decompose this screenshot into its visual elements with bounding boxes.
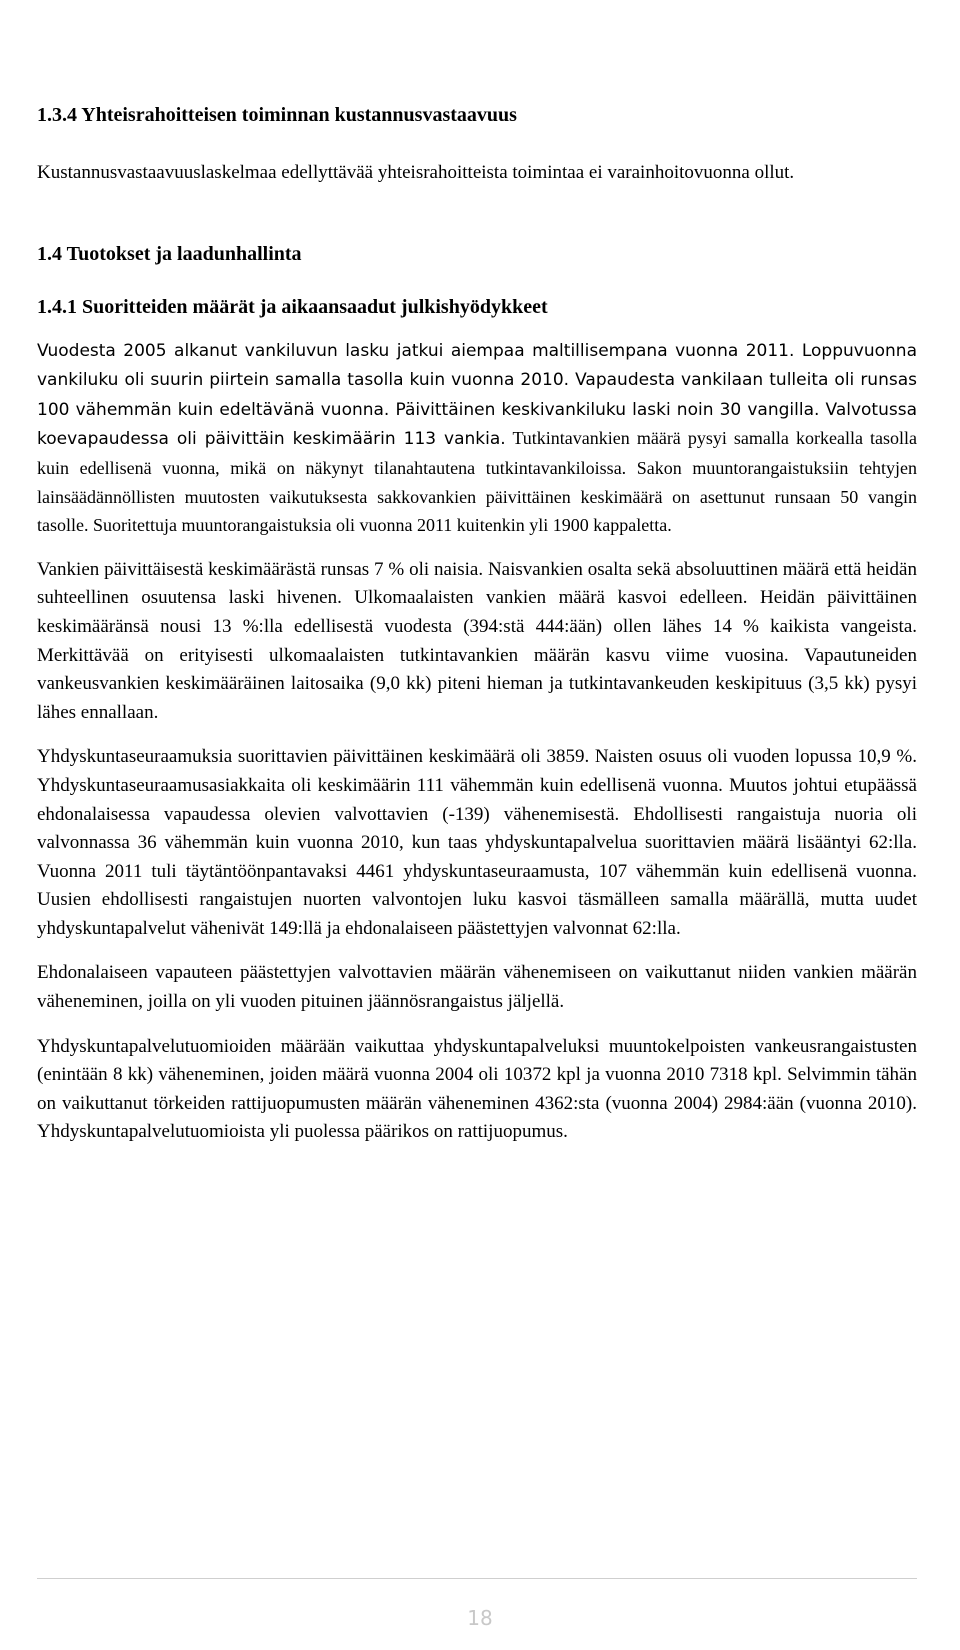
paragraph-cost-coverage: Kustannusvastaavuuslaskelmaa edellyttävää yhteisrahoitteista toimintaa ei varainhoitovuonna ollut. bbox=[37, 162, 795, 183]
footer-divider bbox=[37, 1578, 917, 1579]
paragraph-community-service: Yhdyskuntapalvelutuomioiden määrään vaikuttaa yhdyskuntapalveluksi muuntokelpoisten vankeusrangaistusten (enintään 8 kk) väheneminen, joiden määrä vuonna 2004 oli 10372 kpl ja vuonna 2010 7318 kpl. Selvimmin tähän on vaikuttanut törkeiden rattijuopumusten määrän väheneminen 4362:sta (vuonna 2004) 2984:ään (vuonna 2010). Yhdyskuntapalvelutuomioista yli puolessa päärikos on rattijuopumus. bbox=[37, 1035, 917, 1143]
section-heading-1-3-4: 1.3.4 Yhteisrahoitteisen toiminnan kustannusvastaavuus bbox=[37, 104, 517, 126]
paragraph-prisoner-numbers-part-1: Vuodesta 2005 alkanut vankiluvun lasku jatkui aiempaa maltillisempana vuonna 2011. Loppuvuonna vankiluku oli suurin piirtein samalla tasolla kuin vuonna 2010. Vapaudesta vankilaan tulleita oli runsas 100 vähemmän kuin edeltävänä vuonna. Päivittäinen keskivankiluku laski noin 30 vangilla. Valvotussa koevapaudessa oli päivittäin keskimäärin 113 vankia. bbox=[37, 340, 917, 450]
section-heading-1-4-1: 1.4.1 Suoritteiden määrät ja aikaansaadut julkishyödykkeet bbox=[37, 295, 548, 318]
page-number: 18 bbox=[467, 1606, 493, 1630]
paragraph-parole-supervision: Ehdonalaiseen vapauteen päästettyjen valvottavien määrän vähenemiseen on vaikuttanut niiden vankien määrän väheneminen, joilla on yli vuoden pituinen jäännösrangaistus jäljellä. bbox=[37, 962, 917, 1013]
paragraph-prisoner-numbers bbox=[37, 336, 917, 540]
paragraph-women-foreigners: Vankien päivittäisestä keskimäärästä runsas 7 % oli naisia. Naisvankien osalta sekä absoluuttinen määrä että heidän suhteellinen osuutensa laski hivenen. Ulkomaalaisten vankien määrä kasvoi edelleen. Heidän päivittäinen keskimääränsä nousi 13 %:lla edellisestä vuodesta (394:stä 444:ään) ollen lähes 14 % kaikista vangeista. Merkittävää on erityisesti ulkomaalaisten tutkintavankien määrän kasvu viime vuosina. Vapautuneiden vankeusvankien keskimääräinen laitosaika (9,0 kk) piteni hieman ja tutkintavankeuden keskipituus (3,5 kk) pysyi lähes ennallaan. bbox=[37, 558, 917, 723]
section-heading-1-4: 1.4 Tuotokset ja laadunhallinta bbox=[37, 242, 302, 265]
paragraph-prisoner-numbers-part-2: Tutkintavankien määrä pysyi samalla korkealla tasolla kuin edellisenä vuonna, mikä on näkynyt tilanahtautena tutkintavankiloissa. Sakon muuntorangaistuksiin tehtyjen lainsäädännöllisten muutosten vaikutuksesta sakkovankien päivittäinen keskimäärä on asettunut runsaan 50 vangin tasolle. Suoritettuja muuntorangaistuksia oli vuonna 2011 kuitenkin yli 1900 kappaletta. bbox=[37, 428, 917, 536]
page-content bbox=[37, 100, 917, 1147]
paragraph-community-sanctions: Yhdyskuntaseuraamuksia suorittavien päivittäinen keskimäärä oli 3859. Naisten osuus oli vuoden lopussa 10,9 %. Yhdyskuntaseuraamusasiakkaita oli keskimäärin 111 vähemmän kuin edellisenä vuonna. Muutos johtui etupäässä ehdonalaisessa vapaudessa olevien valvottavien (-139) vähenemisestä. Ehdollisesti rangaistuja nuoria oli valvonnassa 36 vähemmän kuin vuonna 2010, kun taas yhdyskuntapalvelua suorittavien määrä lisääntyi 62:lla. Vuonna 2011 tuli täytäntöönpantavaksi 4461 yhdyskuntaseuraamusta, 107 vähemmän kuin edellisenä vuonna. Uusien ehdollisesti rangaistujen nuorten valvontojen luku kasvoi täsmälleen samalla määrällä, mutta uudet yhdyskuntapalvelut vähenivät 149:llä ja ehdonalaiseen päästettyjen valvonnat 62:lla. bbox=[37, 746, 917, 939]
